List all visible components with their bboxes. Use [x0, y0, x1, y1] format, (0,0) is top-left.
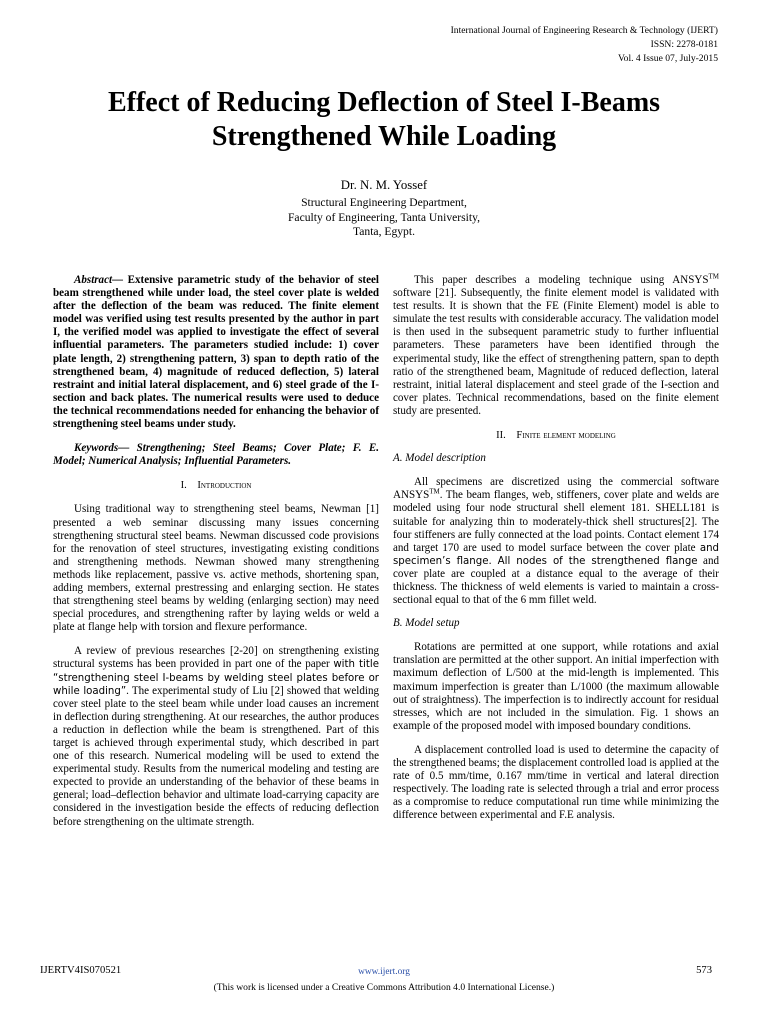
abstract	[53, 274, 379, 431]
author-name: Dr. N. M. Yossef	[340, 178, 428, 192]
subsection-model-description: A. Model description	[393, 452, 486, 465]
paper-title	[40, 86, 728, 154]
model-setup-paragraph-1: Rotations are permitted at one support, while rotations and axial translation are permitted at the other support. An initial imperfection with maximum deflection of L/500 at the mid-length is implemented. This maximum imperfection is greater than L/1000 (the maximum allowable out of straightness). The imperfection is to indirectly account for residual stresses, which are not included in the simulation. Fig. 1 shows an example of the proposed model with imposed boundary conditions.	[393, 641, 719, 732]
trademark-sup: TM	[708, 272, 719, 281]
journal-url-link[interactable]: www.ijert.org	[358, 967, 410, 977]
keywords	[53, 442, 379, 468]
abstract-text: Extensive parametric study of the behavior of steel beam strengthened while under load, the steel cover plate is welded after the deflection of the beam was reduced. The finite element model was verified using test results presented by the author in part I, the verified model was applied to investigate the effect of several influential parameters. The parameters studied include: 1) cover plate length, 2) strengthening pattern, 3) span to depth ratio of the strengthened beam, 4) magnitude of reduced deflection, 5) lateral restraint and initial lateral displacement, and 6) steel grade of the I-section and back plates. The numerical results were used to deduce the technical recommendations needed for enhancing the behavior of strengthening steel beams under study.	[53, 274, 379, 431]
journal-header	[451, 24, 718, 67]
model-setup-paragraph-2: A displacement controlled load is used to determine the capacity of the strengthened beams; the displacement controlled load is applied at the rate of 0.5 mm/time, 0.167 mm/time in vertical and lateral direction respectively. The loading rate is selected through a trial and error process as a compromise to reduce computational run time while minimizing the difference between experimental and F.E analysis.	[393, 743, 719, 822]
paper-title-reference: with title “strengthening steel I-beams by welding steel plates before or while loading”	[53, 659, 379, 697]
abstract-label: Abstract—	[74, 274, 124, 286]
volume-issue: Vol. 4 Issue 07, July-2015	[617, 53, 718, 65]
right-paragraph-1: This paper describes a modeling technique using ANSYS™ software [21]. Subsequently, the finite element model is validated with test results. It is shown that the FE (Finite Element) model is able to simulate the test results with considerable accuracy. The validation model is then used in the subsequent parametric study to further influential parameters. These parameters have been identified through the experimental study, like the effect of strengthening pattern, span to depth ratio of the strengthened beam, Magnitude of reduced deflection, lateral restraint, initial lateral displacement and steel grade of the I-section and cover plates. Technical recommendations, based on the finite element study are presented.	[393, 272, 719, 417]
keywords-label: Keywords—	[74, 442, 130, 455]
license-note: (This work is licensed under a Creative Commons Attribution 4.0 International License.)	[213, 982, 555, 993]
title-line-2: Strengthened While Loading	[211, 121, 557, 152]
model-description-paragraph: All specimens are discretized using the commercial software ANSYS™. The beam flanges, web, stiffeners, cover plate and welds are modeled using four node structural shell element 181. SHELL181 is suitable for analyzing thin to moderately-thick shell structures[2]. The four stiffeners are fully connected at the load points. Contact element 174 and target 170 are used to model surface between the cover plate and specimen’s flange. All nodes of the strengthened flange and cover plate are coupled at a distance equal to the average of their thickness. The thickness of weld elements is varied to maintain a cross-sectional equal to that of the 6 mm fillet weld.	[393, 476, 719, 607]
subsection-model-setup: B. Model setup	[393, 617, 460, 630]
issn: ISSN: 2278-0181	[650, 39, 718, 51]
section-heading-introduction: I. Introduction	[180, 480, 252, 492]
left-column	[53, 274, 379, 829]
right-column	[393, 274, 719, 822]
paper-id: IJERTV4IS070521	[40, 965, 122, 976]
intro-paragraph-2: A review of previous researches [2-20] on strengthening existing structural systems has been provided in part one of the paper with title “strengthening steel I-beams by welding steel plates before or while loading”. The experimental study of Liu [2] showed that welding cover steel plate to the steel beam while under load causes an increment in deflection during strengthening. At our researches, the author produces a reduction in deflection while the beam is strengthened. Part of this target is achieved through experimental study, which described in part one of this research. Numerical modeling will be used to extend the experimental study. Results from the numerical modeling and testing are expected to provide an understanding of the behavior of these beams in general; load–deflection behavior and ultimate load-carrying capacity are considered in the investigation beside the effects of reducing deflection before strengthening on the ultimate strength.	[53, 645, 379, 828]
author-city: Tanta, Egypt.	[353, 224, 415, 238]
intro-paragraph-1: Using traditional way to strengthening steel beams, Newman [1] presented a web seminar discussing many issues concerning strengthening structural steel beams. Newman discussed code provisions for the renovation of steel structures, investigating existing conditions and strengthening methods. Newman showed many strengthening methods like replacement, passive vs. active methods, shortening span, adding members, external prestressing and enlarging section. He states that strengthening steel beams by welding (enlarging section) may need special procedures, and strengthening rafter by laying welds or weld a plate at flange help with torsion and flexure performance.	[53, 503, 379, 634]
journal-name: International Journal of Engineering Research & Technology (IJERT)	[450, 25, 718, 36]
keywords-text: Strengthening; Steel Beams; Cover Plate; F. E. Model; Numerical Analysis; Influential Parameters.	[53, 442, 379, 468]
section-heading-fe-modeling: II. Finite element modeling	[496, 430, 616, 442]
page-number: 573	[696, 965, 712, 976]
author-dept: Structural Engineering Department,	[301, 196, 467, 210]
title-line-1: Effect of Reducing Deflection of Steel I-Beams	[107, 87, 661, 118]
author-block	[0, 178, 768, 239]
author-faculty: Faculty of Engineering, Tanta University,	[287, 210, 481, 224]
